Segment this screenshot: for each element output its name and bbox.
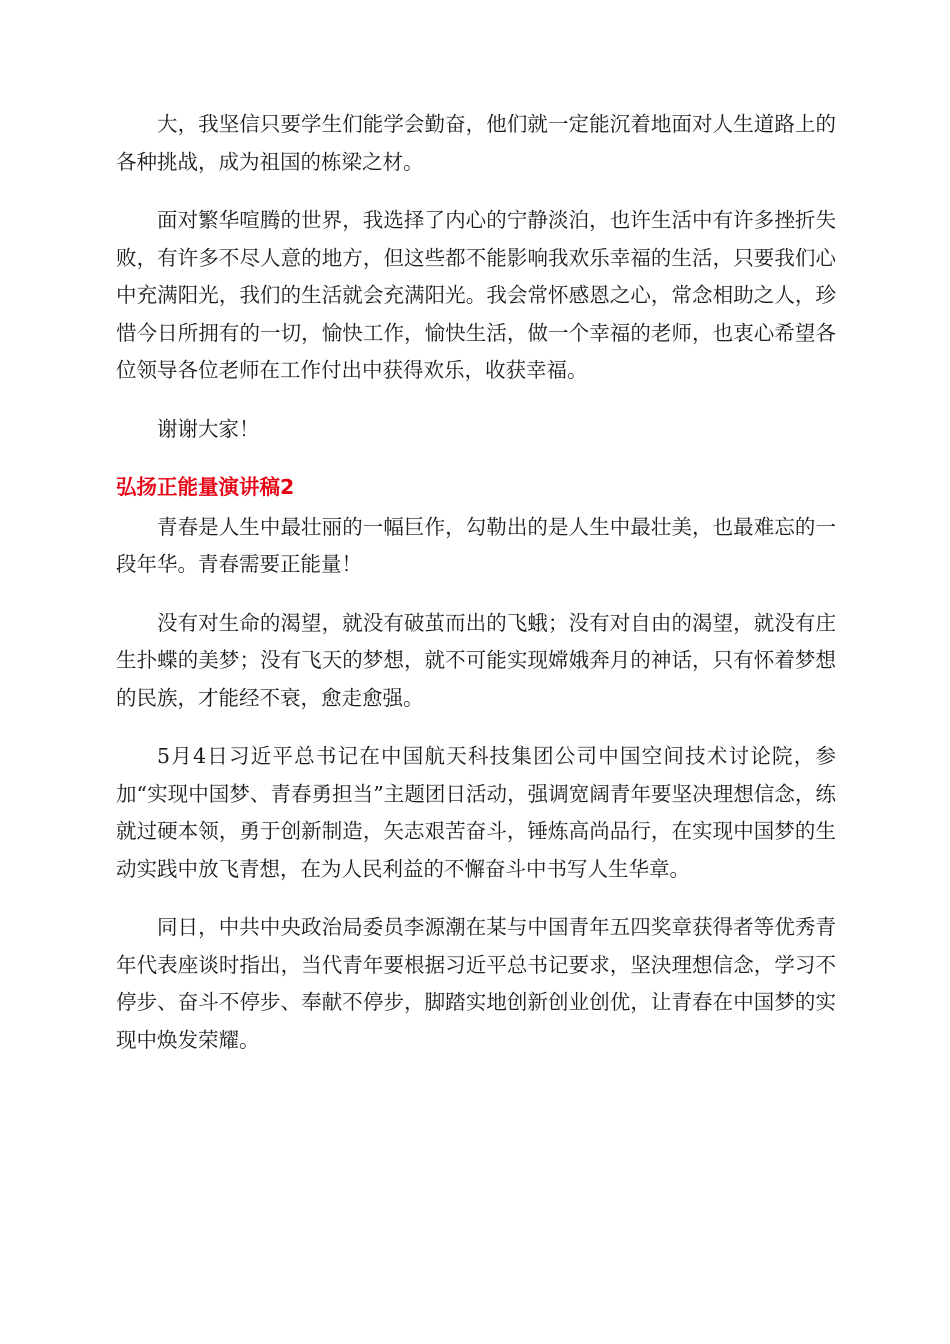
paragraph: 面对繁华喧腾的世界，我选择了内心的宁静淡泊，也许生活中有许多挫折失败，有许多不尽人意的地方，但这些都不能影响我欢乐幸福的生活，只要我们心中充满阳光，我们的生活就会充满阳光。我会常怀感恩之心，常念相助之人，珍惜今日所拥有的一切，愉快工作，愉快生活，做一个幸福的老师，也衷心希望各位领导各位老师在工作付出中获得欢乐，收获幸福。 <box>116 208 836 382</box>
paragraph: 青春是人生中最壮丽的一幅巨作，勾勒出的是人生中最壮美，也最难忘的一段年华。青春需要正能量！ <box>116 514 836 576</box>
paragraph: 大，我坚信只要学生们能学会勤奋，他们就一定能沉着地面对人生道路上的各种挑战，成为祖国的栋梁之材。 <box>116 112 836 174</box>
section-heading: 弘扬正能量演讲稿2 <box>116 475 295 499</box>
paragraph: 同日，中共中央政治局委员李源潮在某与中国青年五四奖章获得者等优秀青年代表座谈时指出，当代青年要根据习近平总书记要求，坚決理想信念，学习不停步、奋斗不停步、奉献不停步，脚踏实地创新创业创优，让青春在中国梦的实现中焕发荣耀。 <box>116 915 836 1052</box>
paragraph: 5月4日习近平总书记在中国航天科技集团公司中国空间技术讨论院，参加“实现中国梦、青春勇担当”主题团日活动，强调宽阔青年要坚决理想信念，练就过硬本领，勇于创新制造，矢志艰苦奋斗，锤炼高尚品行，在实现中国梦的生动实践中放飞青想，在为人民利益的不懈奋斗中书写人生华章。 <box>116 744 836 881</box>
document-body <box>116 106 836 1080</box>
paragraph: 没有对生命的渴望，就没有破茧而出的飞蛾；没有对自由的渴望，就没有庄生扑蝶的美梦；没有飞天的梦想，就不可能实现嫦娥奔月的神话，只有怀着梦想的民族，才能经不衰，愈走愈强。 <box>116 610 836 710</box>
paragraph: 谢谢大家！ <box>157 416 260 441</box>
